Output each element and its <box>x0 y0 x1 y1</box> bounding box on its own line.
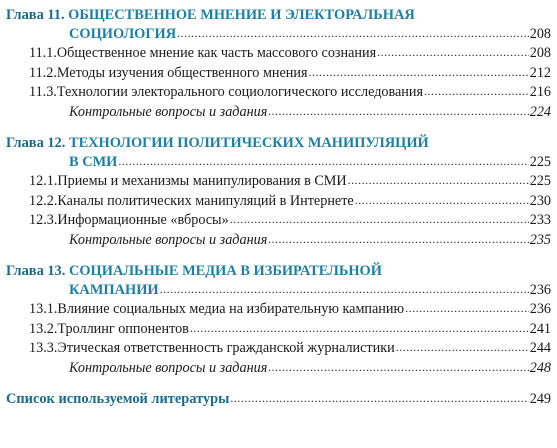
dot-leader <box>177 24 529 43</box>
toc-entry[interactable] <box>6 44 551 63</box>
page-number: 236 <box>529 301 551 318</box>
page-number: 212 <box>529 64 551 81</box>
chapter-title-continuation: СОЦИОЛОГИЯ <box>69 26 177 42</box>
toc-entry[interactable] <box>6 300 551 319</box>
page-number: 244 <box>529 340 551 357</box>
section-title: Методы изучения общественного мнения <box>56 64 308 81</box>
dot-leader <box>268 102 528 121</box>
dot-leader <box>190 319 529 338</box>
section-title: Этическая ответственность гражданской журналистики <box>57 340 395 357</box>
review-title: Контрольные вопросы и задания <box>69 359 268 376</box>
dot-leader <box>348 171 529 190</box>
review-title: Контрольные вопросы и задания <box>69 103 268 120</box>
chapter-heading[interactable] <box>6 262 551 281</box>
chapter-title-continuation: КАМПАНИИ <box>69 282 159 299</box>
section-title: Технологии электорального социологического исследования <box>56 84 424 101</box>
dot-leader <box>268 230 528 249</box>
toc-entry[interactable] <box>6 339 551 358</box>
page-number: 233 <box>529 212 551 229</box>
bibliography-title: Список используемой литературы <box>6 391 230 408</box>
page-number: 216 <box>529 84 551 101</box>
page-number: 224 <box>529 103 551 120</box>
chapter-heading-continuation[interactable] <box>6 25 551 44</box>
section-number: 13.2. <box>29 320 58 337</box>
dot-leader <box>268 358 528 377</box>
toc-entry[interactable] <box>6 172 551 191</box>
chapter-title: СОЦИАЛЬНЫЕ МЕДИА В ИЗБИРАТЕЛЬНОЙ <box>68 263 382 280</box>
chapter-heading[interactable] <box>6 134 551 153</box>
chapter-title-continuation: В СМИ <box>69 154 118 171</box>
dot-leader <box>118 152 528 171</box>
dot-leader <box>230 210 529 229</box>
section-number: 12.3. <box>29 212 58 229</box>
chapter-number: Глава 12. <box>6 135 66 152</box>
page-number: 249 <box>529 391 551 408</box>
page-number: 225 <box>529 173 551 190</box>
section-title: Троллинг оппонентов <box>57 320 189 337</box>
dot-leader <box>355 191 529 210</box>
dot-leader <box>230 389 528 408</box>
section-title: Влияние социальных медиа на избирательную кампанию <box>57 301 405 318</box>
section-number: 11.2. <box>29 64 57 81</box>
dot-leader <box>309 63 529 82</box>
toc-entry[interactable] <box>6 192 551 211</box>
page-number: 248 <box>529 359 551 376</box>
section-number: 11.1. <box>29 45 57 62</box>
chapter-11 <box>6 6 551 122</box>
section-number: 12.2. <box>29 192 58 209</box>
section-title: Приемы и механизмы манипулирования в СМИ <box>57 173 347 190</box>
chapter-title: ТЕХНОЛОГИИ ПОЛИТИЧЕСКИХ МАНИПУЛЯЦИЙ <box>68 135 429 152</box>
chapter-heading-continuation[interactable] <box>6 153 551 172</box>
chapter-number: Глава 11. <box>6 7 65 23</box>
toc-entry[interactable] <box>6 83 551 102</box>
page-number: 236 <box>529 282 551 299</box>
toc-entry[interactable] <box>6 64 551 83</box>
table-of-contents <box>6 6 551 410</box>
page-number: 225 <box>529 154 551 171</box>
section-number: 12.1. <box>29 173 58 190</box>
dot-leader <box>405 299 529 318</box>
chapter-title: ОБЩЕСТВЕННОЕ МНЕНИЕ И ЭЛЕКТОРАЛЬНАЯ <box>68 7 415 23</box>
chapter-number: Глава 13. <box>6 263 66 280</box>
page-number: 241 <box>529 320 551 337</box>
section-number: 13.3. <box>29 340 58 357</box>
chapter-heading-continuation[interactable] <box>6 281 551 300</box>
page-number: 208 <box>529 26 551 42</box>
toc-entry[interactable] <box>6 211 551 230</box>
dot-leader <box>160 280 529 299</box>
page-number: 208 <box>529 45 551 62</box>
dot-leader <box>377 43 529 62</box>
review-questions-entry[interactable] <box>6 103 551 122</box>
toc-entry[interactable] <box>6 320 551 339</box>
section-title: Информационные «вбросы» <box>57 212 229 229</box>
dot-leader <box>424 82 529 101</box>
review-questions-entry[interactable] <box>6 359 551 378</box>
chapter-13 <box>6 262 551 378</box>
bibliography-entry[interactable] <box>6 390 551 409</box>
page-number: 230 <box>529 192 551 209</box>
dot-leader <box>396 338 529 357</box>
page-number: 235 <box>529 231 551 248</box>
section-title: Каналы политических манипуляций в Интернете <box>57 192 354 209</box>
review-title: Контрольные вопросы и задания <box>69 231 268 248</box>
section-title: Общественное мнение как часть массового сознания <box>56 45 377 62</box>
review-questions-entry[interactable] <box>6 231 551 250</box>
section-number: 11.3. <box>29 84 57 101</box>
chapter-12 <box>6 134 551 250</box>
chapter-heading[interactable] <box>6 6 551 25</box>
section-number: 13.1. <box>29 301 58 318</box>
